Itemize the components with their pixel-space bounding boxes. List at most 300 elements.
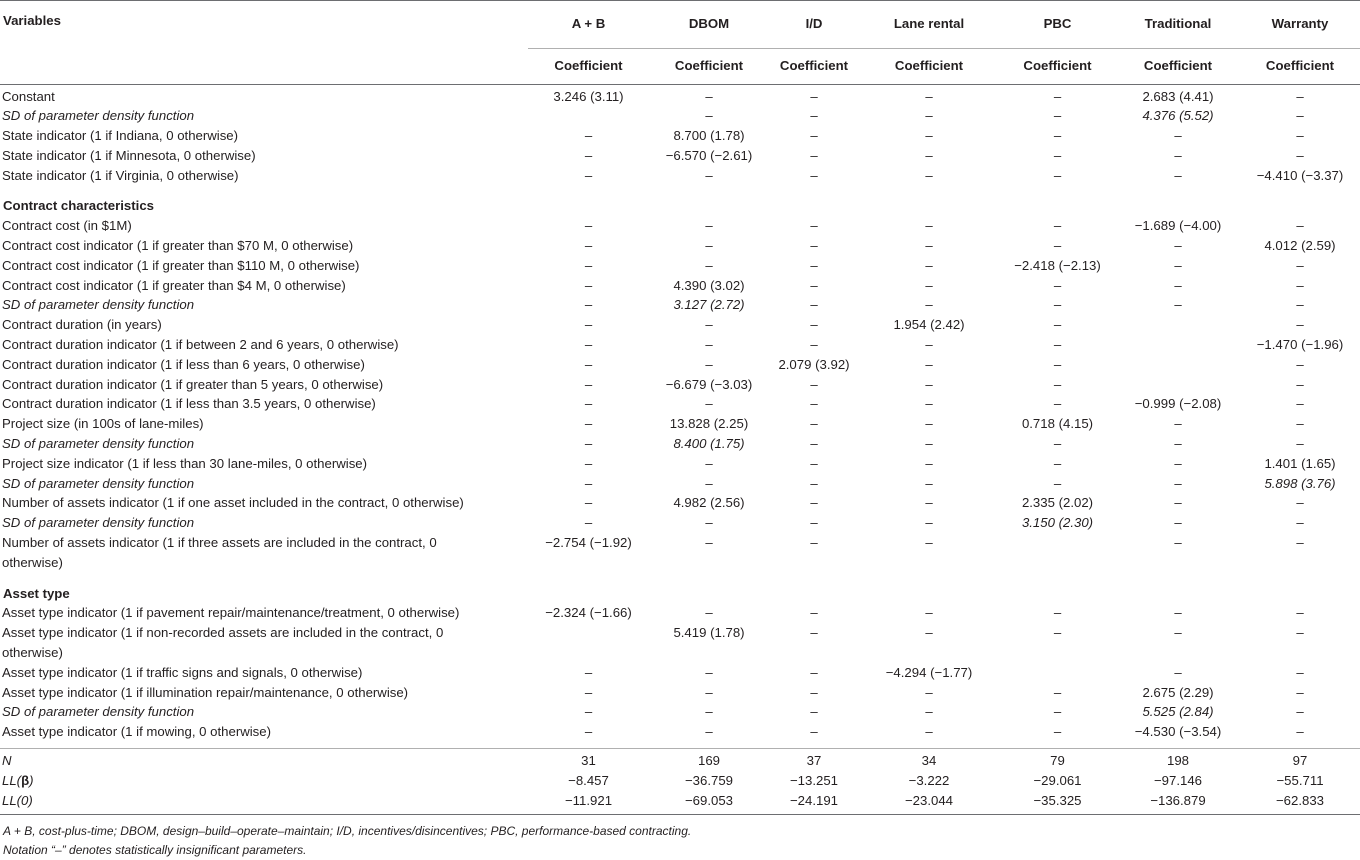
table-row xyxy=(0,106,1360,126)
coefficient-cell: −4.530 (−3.54) xyxy=(1134,724,1222,740)
row-label: State indicator (1 if Indiana, 0 otherwise) xyxy=(2,128,239,144)
row-label: SD of parameter density function xyxy=(2,475,195,491)
coefficient-cell: – xyxy=(1053,147,1062,163)
notation-note: Notation “–” denotes statistically insignificant parameters. xyxy=(3,843,307,857)
coefficient-cell: – xyxy=(925,724,933,740)
coefficient-cell: – xyxy=(705,317,713,333)
coefficient-cell: – xyxy=(925,605,933,621)
coefficient-cell: – xyxy=(1296,317,1304,333)
row-label-line: Number of assets indicator (1 if three assets are included in the contract, 0 xyxy=(2,535,437,551)
method-header: Warranty xyxy=(1240,1,1360,49)
coefficient-cell: – xyxy=(1053,128,1062,144)
section-heading: Asset type xyxy=(3,585,70,601)
row-label: Contract cost indicator (1 if greater than $4 M, 0 otherwise) xyxy=(2,277,346,293)
coefficient-cell: – xyxy=(584,277,593,293)
coefficient-cell: – xyxy=(1296,416,1304,432)
row-label xyxy=(0,533,528,573)
coefficient-cell: – xyxy=(584,515,593,531)
stat-cell: −35.325 xyxy=(999,791,1116,815)
stat-cell: 97 xyxy=(1292,753,1308,768)
coefficient-cell: – xyxy=(810,297,818,313)
stat-cell: 198 xyxy=(1166,753,1189,768)
coefficient-cell: – xyxy=(1053,277,1062,293)
coefficient-cell: 4.982 (2.56) xyxy=(673,495,745,511)
coefficient-cell: – xyxy=(1053,475,1062,491)
table-row xyxy=(0,146,1360,166)
coefficient-cell xyxy=(1116,315,1240,335)
row-label: Contract cost indicator (1 if greater than $70 M, 0 otherwise) xyxy=(2,238,354,254)
coefficient-cell: – xyxy=(584,257,593,273)
coefficient-cell: 2.683 (4.41) xyxy=(1142,88,1214,104)
coefficient-cell: – xyxy=(925,356,933,372)
coefficient-cell: – xyxy=(705,337,713,353)
row-label-line: Asset type indicator (1 if non-recorded assets are included in the contract, 0 xyxy=(2,625,444,641)
coefficient-cell: – xyxy=(925,167,933,183)
coefficient-cell: 3.127 (2.72) xyxy=(673,297,745,313)
row-label: State indicator (1 if Minnesota, 0 otherwise) xyxy=(2,147,256,163)
row-label: Contract duration indicator (1 if between 2 and 6 years, 0 otherwise) xyxy=(2,337,399,353)
row-label: SD of parameter density function xyxy=(2,108,195,124)
section-heading: Contract characteristics xyxy=(3,198,154,214)
coefficient-cell: – xyxy=(810,277,818,293)
coefficient-cell: – xyxy=(1053,297,1062,313)
table-row xyxy=(0,126,1360,146)
coefficient-cell: – xyxy=(925,455,933,471)
coefficient-cell: – xyxy=(584,704,593,720)
coefficient-cell: – xyxy=(705,455,713,471)
coefficient-cell: – xyxy=(925,88,933,104)
coefficient-cell: – xyxy=(1174,436,1182,452)
coefficient-cell: – xyxy=(705,396,713,412)
coefficient-cell: – xyxy=(810,167,818,183)
coefficient-cell: – xyxy=(584,337,593,353)
coefficient-cell: – xyxy=(1174,257,1182,273)
table-row xyxy=(0,603,1360,623)
table-row xyxy=(0,375,1360,395)
table-notes xyxy=(3,822,691,860)
coefficient-cell: – xyxy=(705,684,713,700)
stat-cell: −29.061 xyxy=(1033,772,1082,788)
coefficient-cell: – xyxy=(1053,625,1062,641)
coefficient-cell: – xyxy=(1053,337,1062,353)
variables-header: Variables xyxy=(0,1,528,49)
coefficient-cell: −2.324 (−1.66) xyxy=(545,605,632,621)
coefficient-cell: – xyxy=(1296,297,1304,313)
coefficient-cell: – xyxy=(925,108,933,124)
coefficient-cell: 5.898 (3.76) xyxy=(1264,475,1336,491)
coefficient-cell: – xyxy=(925,297,933,313)
row-label: Constant xyxy=(2,88,55,104)
coefficient-header: Coefficient xyxy=(528,48,649,84)
coefficient-cell: – xyxy=(810,238,818,254)
row-label: SD of parameter density function xyxy=(2,515,195,531)
coefficient-cell: – xyxy=(925,376,933,392)
table-row xyxy=(0,702,1360,722)
coefficient-cell: – xyxy=(1174,535,1182,551)
coefficient-header: Coefficient xyxy=(649,48,769,84)
coefficient-cell: – xyxy=(705,605,713,621)
coefficient-cell: 1.401 (1.65) xyxy=(1264,455,1336,471)
coefficient-cell: −0.999 (−2.08) xyxy=(1134,396,1222,412)
method-header: A + B xyxy=(528,1,649,49)
table-body xyxy=(0,84,1360,815)
coefficient-cell: – xyxy=(584,317,593,333)
coefficient-cell: – xyxy=(925,396,933,412)
stat-cell: 34 xyxy=(921,753,937,768)
coefficient-cell: – xyxy=(925,495,933,511)
coefficient-cell: – xyxy=(1296,684,1304,700)
coefficient-cell: – xyxy=(810,625,818,641)
method-header: Lane rental xyxy=(859,1,999,49)
coefficient-cell: −6.570 (−2.61) xyxy=(665,147,753,163)
table-row xyxy=(0,84,1360,106)
coefficient-cell: – xyxy=(925,277,933,293)
coefficient-cell: – xyxy=(705,356,713,372)
coefficient-cell: – xyxy=(1296,376,1304,392)
coefficient-cell: – xyxy=(1296,147,1304,163)
coefficient-cell: – xyxy=(1174,297,1182,313)
coefficient-cell xyxy=(1116,375,1240,395)
row-label: Asset type indicator (1 if pavement repair/maintenance/treatment, 0 otherwise) xyxy=(2,605,460,621)
coefficient-cell: – xyxy=(810,317,818,333)
coefficient-cell: −4.410 (−3.37) xyxy=(1256,167,1344,183)
coefficient-cell: – xyxy=(1053,88,1062,104)
table-row xyxy=(0,493,1360,513)
coefficient-cell: 2.335 (2.02) xyxy=(1021,495,1094,511)
coefficient-header: Coefficient xyxy=(1116,48,1240,84)
coefficient-header: Coefficient xyxy=(769,48,859,84)
coefficient-cell: −2.418 (−2.13) xyxy=(1014,257,1101,273)
coefficient-cell: – xyxy=(1296,88,1304,104)
coefficient-cell: – xyxy=(1174,515,1182,531)
coefficient-cell: – xyxy=(1053,376,1062,392)
coefficient-cell: – xyxy=(810,396,818,412)
table-row xyxy=(0,683,1360,703)
coefficient-cell: – xyxy=(584,455,593,471)
coefficient-cell: – xyxy=(810,436,818,452)
stat-label: N xyxy=(2,753,12,768)
coefficient-cell: – xyxy=(925,257,933,273)
row-label: SD of parameter density function xyxy=(2,436,195,452)
coefficient-cell: – xyxy=(1053,724,1062,740)
table-row xyxy=(0,256,1360,276)
coefficient-cell: – xyxy=(705,218,713,234)
coefficient-cell: – xyxy=(925,337,933,353)
coefficient-cell: – xyxy=(1174,277,1182,293)
row-label: Asset type indicator (1 if mowing, 0 otherwise) xyxy=(2,724,271,740)
coefficient-cell: – xyxy=(1296,625,1304,641)
coefficient-cell: – xyxy=(1053,167,1062,183)
coefficient-cell: – xyxy=(1296,218,1304,234)
coefficient-cell: – xyxy=(1296,704,1304,720)
table-row xyxy=(0,335,1360,355)
coefficient-cell: – xyxy=(584,396,593,412)
table-row xyxy=(0,474,1360,494)
stat-label-part: ) xyxy=(29,772,34,788)
stat-cell: −24.191 xyxy=(769,791,859,815)
coefficient-cell: – xyxy=(584,436,593,452)
row-label: Project size indicator (1 if less than 30 lane-miles, 0 otherwise) xyxy=(2,455,368,471)
coefficient-cell: – xyxy=(1174,664,1182,680)
coefficient-cell: – xyxy=(1174,625,1182,641)
coefficient-cell: – xyxy=(1174,605,1182,621)
coefficient-cell: – xyxy=(1174,167,1182,183)
coefficient-cell: 2.079 (3.92) xyxy=(778,356,850,372)
coefficient-cell: – xyxy=(584,167,593,183)
table-row xyxy=(0,414,1360,434)
stat-cell: 37 xyxy=(806,753,822,768)
row-label: Asset type indicator (1 if traffic signs and signals, 0 otherwise) xyxy=(2,664,363,680)
coefficient-cell: 3.150 (2.30) xyxy=(1021,515,1094,531)
coefficient-cell: – xyxy=(1053,396,1062,412)
coefficient-cell: 5.525 (2.84) xyxy=(1142,704,1214,720)
coefficient-cell: 5.419 (1.78) xyxy=(673,625,745,641)
coefficient-cell: – xyxy=(705,167,713,183)
coefficient-cell: 13.828 (2.25) xyxy=(669,416,749,432)
coefficient-cell: – xyxy=(705,724,713,740)
coefficient-cell: – xyxy=(584,376,593,392)
coefficient-cell: – xyxy=(925,515,933,531)
row-label: State indicator (1 if Virginia, 0 otherwise) xyxy=(2,167,239,183)
coefficient-cell: −2.754 (−1.92) xyxy=(545,535,632,551)
coefficient-cell: – xyxy=(1174,147,1182,163)
stat-cell: −136.879 xyxy=(1116,791,1240,815)
method-header: I/D xyxy=(769,1,859,49)
coefficient-cell xyxy=(1116,355,1240,375)
coefficient-cell: 2.675 (2.29) xyxy=(1142,684,1214,700)
coefficient-cell: – xyxy=(705,704,713,720)
row-label: Project size (in 100s of lane-miles) xyxy=(2,416,204,432)
coefficient-cell xyxy=(999,663,1116,683)
coefficient-cell: – xyxy=(584,664,593,680)
coefficient-cell: – xyxy=(1174,495,1182,511)
coefficient-cell: 8.400 (1.75) xyxy=(673,436,745,452)
stat-cell: −11.921 xyxy=(528,791,649,815)
table-row xyxy=(0,513,1360,533)
coefficient-cell: – xyxy=(810,218,818,234)
coefficient-cell: – xyxy=(584,147,593,163)
coefficient-cell: – xyxy=(1053,317,1062,333)
stat-cell: −13.251 xyxy=(789,772,839,788)
coefficient-cell: – xyxy=(925,704,933,720)
header-row xyxy=(0,1,1360,49)
row-label: Number of assets indicator (1 if one asset included in the contract, 0 otherwise) xyxy=(2,495,464,511)
coefficient-cell: – xyxy=(584,297,593,313)
coefficient-cell: – xyxy=(925,475,933,491)
coefficient-cell: – xyxy=(584,238,593,254)
coefficient-cell: – xyxy=(925,535,933,551)
coefficient-cell: – xyxy=(1296,356,1304,372)
coefficient-cell: – xyxy=(1174,455,1182,471)
coefficient-cell: −6.679 (−3.03) xyxy=(665,376,753,392)
coefficient-cell xyxy=(528,106,649,126)
coefficient-cell: – xyxy=(1296,535,1304,551)
row-label: Contract duration indicator (1 if less than 6 years, 0 otherwise) xyxy=(2,356,365,372)
coefficient-cell: 1.954 (2.42) xyxy=(893,317,965,333)
coefficient-cell: – xyxy=(705,664,713,680)
table-row xyxy=(0,216,1360,236)
coefficient-cell: – xyxy=(584,416,593,432)
coefficient-cell: – xyxy=(584,475,593,491)
coefficient-cell: – xyxy=(705,88,713,104)
coefficient-cell: – xyxy=(1053,108,1062,124)
coefficient-cell: – xyxy=(584,218,593,234)
table-row xyxy=(0,394,1360,414)
coefficient-cell: – xyxy=(1053,356,1062,372)
coefficient-cell: – xyxy=(1053,684,1062,700)
row-label: Contract cost indicator (1 if greater than $110 M, 0 otherwise) xyxy=(2,257,360,273)
coefficient-cell: – xyxy=(705,257,713,273)
coefficient-cell: – xyxy=(1296,436,1304,452)
stat-cell: −55.711 xyxy=(1276,772,1324,788)
table-row xyxy=(0,295,1360,315)
stat-row xyxy=(0,749,1360,771)
table-row xyxy=(0,623,1360,663)
coefficient-header: Coefficient xyxy=(999,48,1116,84)
coefficient-cell: −4.294 (−1.77) xyxy=(885,664,973,680)
coefficient-cell: – xyxy=(584,724,593,740)
stat-cell: −97.146 xyxy=(1153,772,1203,788)
table-row xyxy=(0,722,1360,742)
coefficient-cell: – xyxy=(925,436,933,452)
coefficient-cell: – xyxy=(810,416,818,432)
stat-cell: −8.457 xyxy=(568,772,609,788)
subheader-row xyxy=(0,48,1360,84)
coefficient-cell: 4.390 (3.02) xyxy=(673,277,745,293)
coefficient-cell: – xyxy=(810,475,818,491)
coefficient-cell: 0.718 (4.15) xyxy=(1021,416,1094,432)
coefficient-cell: – xyxy=(1174,238,1182,254)
coefficient-cell: – xyxy=(584,128,593,144)
coefficient-cell: – xyxy=(705,515,713,531)
coefficient-cell: – xyxy=(1296,515,1304,531)
coefficient-cell: – xyxy=(925,416,933,432)
coefficient-cell: – xyxy=(1174,128,1182,144)
coefficient-cell: – xyxy=(810,515,818,531)
section-row xyxy=(0,191,1360,216)
table-row xyxy=(0,166,1360,186)
method-header: Traditional xyxy=(1116,1,1240,49)
stat-cell: −36.759 xyxy=(684,772,734,788)
coefficient-cell: – xyxy=(1296,396,1304,412)
row-label: SD of parameter density function xyxy=(2,704,195,720)
coefficient-cell: – xyxy=(925,218,933,234)
coefficient-cell: – xyxy=(810,88,818,104)
coefficient-cell: – xyxy=(925,238,933,254)
coefficient-cell: −1.689 (−4.00) xyxy=(1134,218,1222,234)
coefficient-cell: – xyxy=(810,724,818,740)
coefficient-cell: −1.470 (−1.96) xyxy=(1256,337,1344,353)
row-label-line: otherwise) xyxy=(2,554,63,570)
coefficient-cell: – xyxy=(584,495,593,511)
coefficient-cell: 4.376 (5.52) xyxy=(1142,108,1214,124)
coefficient-cell: – xyxy=(810,128,818,144)
coefficient-cell: – xyxy=(705,238,713,254)
coefficient-header: Coefficient xyxy=(859,48,999,84)
coefficient-cell: – xyxy=(810,535,818,551)
coefficient-cell: – xyxy=(705,475,713,491)
table-row xyxy=(0,533,1360,573)
table-row xyxy=(0,434,1360,454)
stat-cell: 31 xyxy=(581,753,596,768)
coefficient-cell: – xyxy=(1053,455,1062,471)
coefficient-cell: – xyxy=(810,495,818,511)
row-label: Contract duration indicator (1 if greater than 5 years, 0 otherwise) xyxy=(2,376,384,392)
coefficient-cell: – xyxy=(705,108,713,124)
table-row xyxy=(0,355,1360,375)
row-label: Contract cost (in $1M) xyxy=(2,218,132,234)
stat-cell: 169 xyxy=(697,753,720,768)
coefficient-cell: 4.012 (2.59) xyxy=(1264,238,1336,254)
coefficient-cell: – xyxy=(925,684,933,700)
table-row xyxy=(0,315,1360,335)
coefficient-cell: – xyxy=(1296,664,1304,680)
row-label: Asset type indicator (1 if illumination repair/maintenance, 0 otherwise) xyxy=(2,684,409,700)
coefficient-cell: – xyxy=(810,684,818,700)
coefficient-cell: – xyxy=(810,376,818,392)
abbreviations-note: A + B, cost-plus-time; DBOM, design–build–operate–maintain; I/D, incentives/disincentives; PBC, performance-based contracting. xyxy=(3,824,692,838)
coefficient-cell: – xyxy=(925,128,933,144)
coefficient-cell: – xyxy=(1174,416,1182,432)
beta-symbol: β xyxy=(21,772,30,788)
stat-cell: 79 xyxy=(1050,753,1065,768)
coefficient-cell: – xyxy=(584,356,593,372)
stat-cell: −3.222 xyxy=(908,772,950,788)
table-row xyxy=(0,454,1360,474)
coefficient-header: Coefficient xyxy=(1240,48,1360,84)
coefficient-cell: – xyxy=(810,455,818,471)
section-row xyxy=(0,579,1360,604)
stat-cell: −69.053 xyxy=(649,791,769,815)
coefficient-cell: – xyxy=(1296,257,1304,273)
coefficient-cell: – xyxy=(810,108,818,124)
coefficient-cell: – xyxy=(1296,128,1304,144)
coefficient-cell: – xyxy=(810,337,818,353)
method-header: PBC xyxy=(999,1,1116,49)
stat-row xyxy=(0,791,1360,815)
coefficient-cell: – xyxy=(810,147,818,163)
coefficient-cell: – xyxy=(1053,238,1062,254)
stat-label: LL(0) xyxy=(0,791,528,815)
coefficient-cell: – xyxy=(1296,605,1304,621)
coefficient-cell xyxy=(999,533,1116,573)
row-label: SD of parameter density function xyxy=(2,297,195,313)
row-label-line: otherwise) xyxy=(2,645,63,661)
coefficient-cell: – xyxy=(810,704,818,720)
coefficient-cell: – xyxy=(1296,108,1304,124)
stat-cell: −62.833 xyxy=(1240,791,1360,815)
coefficient-cell: – xyxy=(1174,475,1182,491)
table-row xyxy=(0,276,1360,296)
coefficient-cell: – xyxy=(1296,495,1304,511)
stat-cell: −23.044 xyxy=(859,791,999,815)
coefficient-cell: – xyxy=(810,605,818,621)
coefficient-cell xyxy=(1116,335,1240,355)
coefficient-cell: – xyxy=(584,684,593,700)
coefficient-cell: – xyxy=(925,147,933,163)
coefficient-cell: – xyxy=(1296,277,1304,293)
stat-label-part: LL( xyxy=(2,772,22,788)
table-row xyxy=(0,236,1360,256)
row-label: Contract duration indicator (1 if less than 3.5 years, 0 otherwise) xyxy=(2,396,376,412)
row-label xyxy=(0,623,528,663)
coefficient-cell: – xyxy=(1053,218,1062,234)
coefficient-cell: – xyxy=(1053,704,1062,720)
coefficient-cell: – xyxy=(810,257,818,273)
coefficient-cell: 3.246 (3.11) xyxy=(553,88,624,104)
coefficient-cell: 8.700 (1.78) xyxy=(673,128,745,144)
stat-row xyxy=(0,771,1360,791)
